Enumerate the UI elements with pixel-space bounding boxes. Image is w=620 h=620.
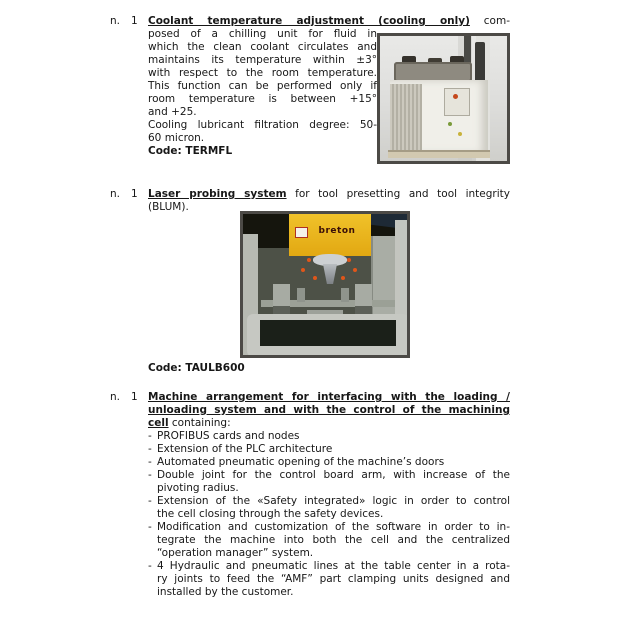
item-quantity: 1 [131,188,138,200]
orange-nozzle [353,268,357,272]
body-line: This function can be performed only if [148,80,377,92]
item-content [148,391,510,599]
item-heading-line [148,188,510,201]
body-line: with respect to the room temperature. [148,67,377,79]
chiller-green-indicator [448,122,452,126]
bullet-continuation: pivoting radius. [157,482,239,494]
bullet-marker: - [148,521,152,533]
machine-photo [240,211,410,358]
bullet-text: Automated pneumatic opening of the machine’s doors [157,456,445,468]
bullet-text: 4 Hydraulic and pneumatic lines at the table center in a rota- [157,560,510,572]
item-title-tail: containing: [168,417,231,429]
bullet-continuation: ry joints to feed the “AMF” part clamping units designed and [157,573,510,585]
bullet-marker: - [148,495,152,507]
bullet-item [148,521,510,534]
orange-nozzle [341,276,345,280]
item-heading-line [148,404,510,417]
bullet-item [148,443,510,456]
laser-probe-unit-left [273,284,290,314]
chiller-red-button [453,94,458,99]
table-post [297,288,305,302]
item-content [148,362,510,375]
bullet-continuation: “operation manager” system. [157,547,314,559]
breton-logo-label: breton [318,226,356,236]
bullet-marker: - [148,443,152,455]
chiller-vent-grille [390,84,422,150]
bullet-continuation: tegrate the machine into both the cell and the centralized [157,534,510,546]
table-post [341,288,349,302]
body-line: Cooling lubricant filtration degree: 50- [148,119,377,131]
bullet-text: Modification and customization of the software in order to in- [157,521,510,533]
chiller-photo [377,33,510,164]
body-line: which the clean coolant circulates and [148,41,377,53]
body-line: and +25. [148,106,197,118]
bullet-marker: - [148,456,152,468]
item-heading-line [148,391,510,404]
bullet-item [148,456,510,469]
bullet-item [148,495,510,508]
item-index-label: n. [110,15,120,27]
item-code: Code: TAULB600 [148,362,245,374]
body-line: (BLUM). [148,201,189,213]
bullet-text: Extension of the PLC architecture [157,443,333,455]
machine-window-frame [247,314,409,357]
item-title: Machine arrangement for interfacing with the loading / [148,391,510,403]
orange-nozzle [307,258,311,262]
body-line: posed of a chilling unit for fluid in [148,28,377,40]
item-index-label: n. [110,188,120,200]
item-title: Laser probing system [148,188,287,200]
item-heading-line [148,417,510,430]
body-line: maintains its temperature within ±3° [148,54,377,66]
bullet-item [148,430,510,443]
item-title-tail: for tool presetting and tool integrity [286,188,510,200]
item-index-label: n. [110,391,120,403]
bullet-marker: - [148,430,152,442]
bullet-continuation: installed by the customer. [157,586,294,598]
chiller-base-skid [388,150,490,158]
chiller-yellow-indicator [458,132,462,136]
item-title-tail: com- [469,15,510,27]
item-code: Code: TERMFL [148,145,233,157]
orange-nozzle [301,268,305,272]
bullet-text: PROFIBUS cards and nodes [157,430,300,442]
bullet-text: Double joint for the control board arm, with increase of the [157,469,510,481]
item-body [148,28,377,158]
bullet-text: Extension of the «Safety integrated» logic in order to control [157,495,510,507]
bullet-item [148,560,510,573]
bullet-item [148,469,510,482]
chiller-control-panel [444,88,470,116]
bullet-marker: - [148,560,152,572]
item-quantity: 1 [131,391,138,403]
bullet-marker: - [148,469,152,481]
body-line: room temperature is between +15° [148,93,377,105]
body-line: 60 micron. [148,132,205,144]
chiller-top-unit [394,62,472,82]
bullet-continuation: the cell closing through the safety devices. [157,508,384,520]
item-heading-line [148,15,510,28]
item-quantity: 1 [131,15,138,27]
machine-spindle-head [289,214,371,256]
laser-probe-unit-right [355,284,372,314]
orange-nozzle [347,258,351,262]
item-title: cell [148,417,169,429]
orange-nozzle [313,276,317,280]
item-title: Coolant temperature adjustment (cooling only) [148,15,470,27]
photo-bottom-strip [243,355,410,358]
head-warning-label [295,227,308,238]
item-title: unloading system and with the control of the machining [148,404,510,416]
